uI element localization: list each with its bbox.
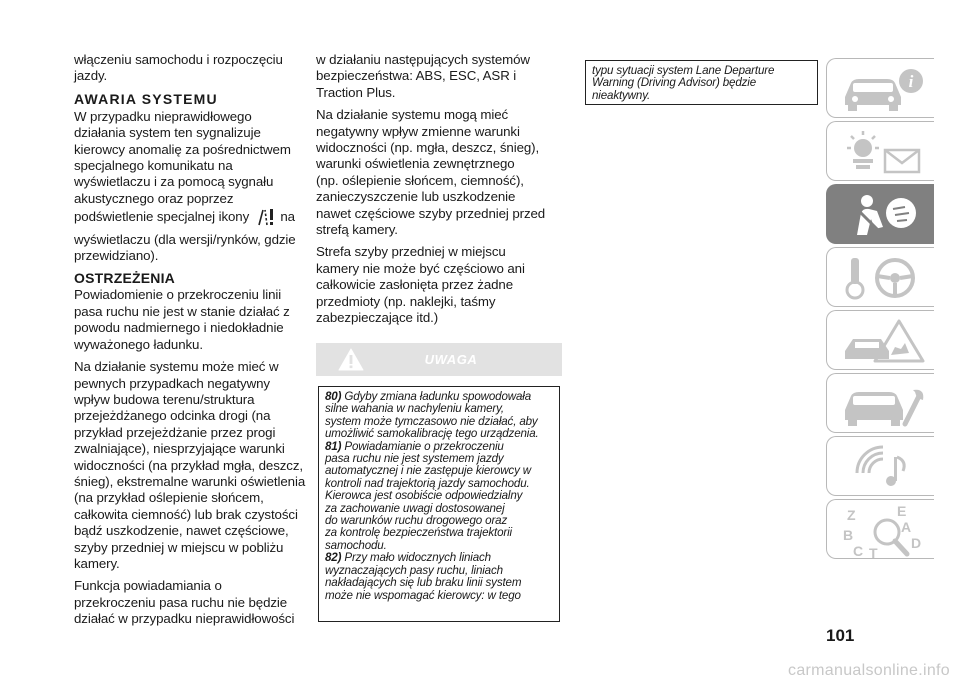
warnings-paragraph-1: Powiadomienie o przekroczeniu linii pasa ruchu nie jest w stanie działać z powodu nadmiernego i niedokładnie wyważonego ładunku. — [74, 287, 290, 352]
page-number: 101 — [826, 626, 855, 645]
visibility-paragraph: Na działanie systemu mogą mieć negatywny wpływ zmienne warunki widoczności (np. mgła, deszcz, śnieg), warunki oświetlenia zewnętrznego (np. oślepienie słońcem, ciemność), zanieczyszczenie lub uszkodzenie nawet częściowe szyby przedniej przed strefą kamery. — [316, 107, 546, 238]
tab-maintenance[interactable] — [826, 373, 934, 433]
index-letter: T — [869, 545, 878, 561]
seatbelt-airbag-icon — [839, 191, 929, 239]
camera-zone-paragraph: Strefa szyby przedniej w miejscu kamery nie może być częściowo ani całkowicie zasłonięta przez żadne przedmioty (np. naklejki, taśmy zabezpieczające itd.) — [316, 244, 525, 326]
column-middle — [316, 52, 564, 333]
car-maintenance-icon — [839, 380, 929, 428]
warning-item: 82) Przy mało widocznych liniach wyznaczających pasy ruchu, liniach nakładających się lub braku linii system może nie wspomagać kierowcy: w tego — [325, 551, 522, 602]
tab-emergency[interactable] — [826, 310, 934, 370]
index-letter: E — [897, 506, 907, 519]
lane-departure-failure-icon — [255, 207, 275, 231]
index-icon — [839, 506, 929, 562]
warnings-paragraph-3: Funkcja powiadamiania o przekroczeniu pasa ruchu nie będzie działać w przypadku nieprawidłowości — [74, 578, 295, 627]
warning-lights-icon — [839, 128, 929, 176]
warnings-paragraph-2: Na działanie systemu może mieć w pewnych przypadkach negatywny wpływ budowa terenu/struktura przejeżdżanego odcinka drogi (na przykład przejeżdżanie przez progi zwalniające), niesprzyjające warunki widoczności (na przykład mgła, deszcz, śnieg), ekstremalne warunki oświetlenia (na przykład oślepienie słońcem, całkowita ciemność) lub brak czystości bądź uszkodzenie, nawet częściowe, szyby przedniej w miejscu w pobliżu kamery. — [74, 359, 306, 571]
warning-item: 81) Powiadamianie o przekroczeniu pasa ruchu nie jest systemem jazdy automatycznej i nie zastępuje kierowcy w kontroli nad trajektorią jazdy samochodu. Kierowca jest osobiście odpowiedzialny za zachowanie uwagi dostosowanej do warunków ruchu drogowego oraz za kontrolę bezpieczeństwa trajektorii samochodu. — [325, 439, 532, 552]
watermark: carmanualsonline.info — [788, 662, 950, 679]
index-letter: B — [843, 527, 854, 543]
car-info-icon — [839, 65, 929, 113]
continuation-note-box: typu sytuacji system Lane Departure Warning (Driving Advisor) będzie nieaktywny. — [585, 60, 818, 105]
svg-text:i: i — [908, 72, 914, 91]
warning-box — [318, 386, 560, 622]
index-letter: D — [911, 535, 922, 551]
failure-paragraph: W przypadku nieprawidłowego działania system ten sygnalizuje kierowcy anomalię za pośrednictwem specjalnego komunikatu na wyświetlaczu i za pomocą sygnału akustycznego oraz poprzez podświetlenie specjalnej ikony na wyświetlaczu (dla wersji/rynków, gdzie przewidziano). — [74, 108, 296, 264]
index-letter: Z — [847, 507, 856, 523]
safety-systems-paragraph: w działaniu następujących systemów bezpieczeństwa: ABS, ESC, ASR i Traction Plus. — [316, 52, 530, 100]
warning-item: 80) Gdyby zmiana ładunku spowodowała silne wahania w nachyleniu kamery, system może tymczasowo nie działać, aby umożliwić samokalibrację tego urządzenia. — [325, 390, 539, 441]
index-letter: A — [901, 519, 912, 535]
warning-header — [316, 343, 562, 376]
key-steering-icon — [839, 254, 929, 302]
heading-warnings: OSTRZEŻENIA — [74, 270, 175, 287]
tab-multimedia[interactable] — [826, 436, 934, 496]
tab-starting-driving[interactable] — [826, 247, 934, 307]
heading-system-failure: AWARIA SYSTEMU — [74, 90, 218, 107]
index-letter: C — [853, 543, 864, 559]
warning-title: UWAGA — [424, 352, 478, 367]
roadside-emergency-icon — [839, 317, 929, 365]
tab-vehicle-info[interactable] — [826, 58, 934, 118]
tab-safety[interactable] — [826, 184, 934, 244]
multimedia-icon — [839, 443, 929, 491]
column-left — [74, 52, 306, 634]
tab-warning-lights[interactable] — [826, 121, 934, 181]
intro-paragraph: włączeniu samochodu i rozpoczęciu jazdy. — [74, 52, 283, 84]
tab-index[interactable] — [826, 499, 934, 559]
